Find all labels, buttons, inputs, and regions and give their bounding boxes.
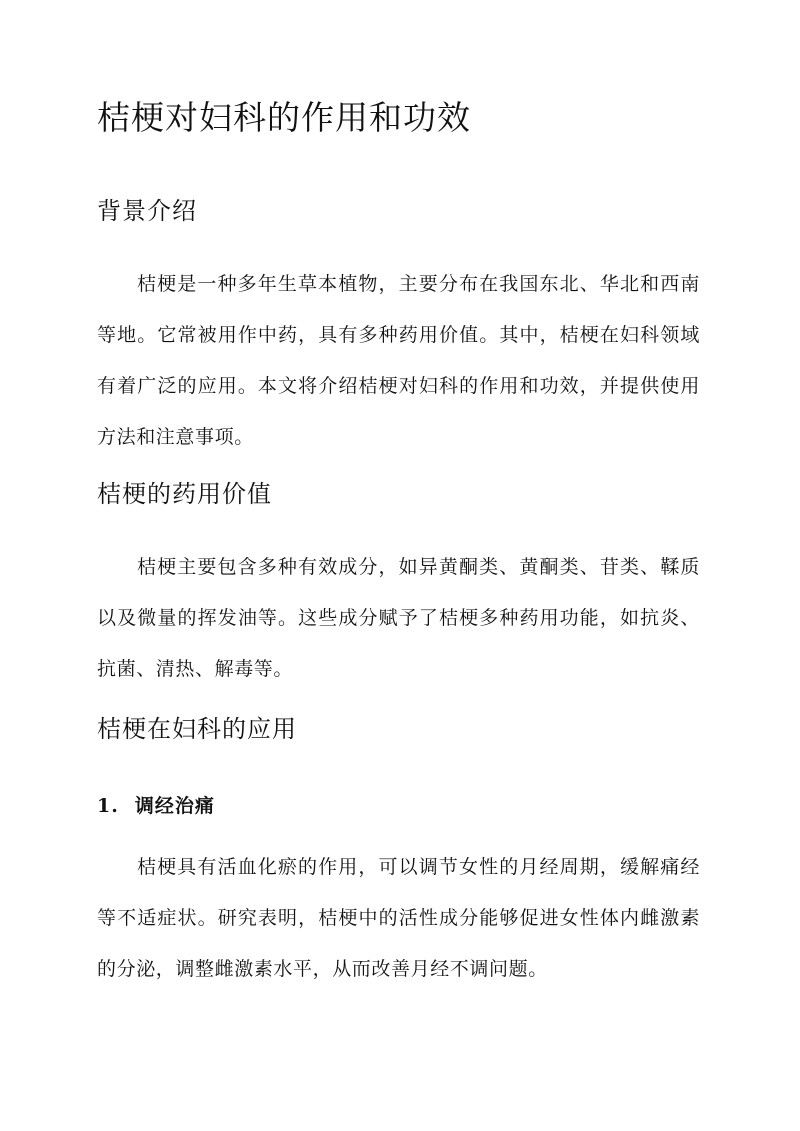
subsection-title: 调经治痛 [134,795,215,817]
section-paragraph-medicinal-value: 桔梗主要包含多种有效成分，如异黄酮类、黄酮类、苷类、鞣质以及微量的挥发油等。这些成分赋予了桔梗多种药用功能，如抗炎、抗菌、清热、解毒等。 [97,556,700,680]
subsection-heading-menstruation [97,793,215,819]
subsection-number: 1. [97,795,119,817]
page-title: 桔梗对妇科的作用和功效 [97,98,471,137]
subsection-paragraph-menstruation: 桔梗具有活血化瘀的作用，可以调节女性的月经周期，缓解痛经等不适症状。研究表明，桔梗中的活性成分能够促进女性体内雌激素的分泌，调整雌激素水平，从而改善月经不调问题。 [97,856,700,980]
section-heading-medicinal-value: 桔梗的药用价值 [97,480,272,508]
section-heading-background: 背景介绍 [97,197,197,225]
section-heading-gynecology-application: 桔梗在妇科的应用 [97,715,297,743]
section-paragraph-background: 桔梗是一种多年生草本植物，主要分布在我国东北、华北和西南等地。它常被用作中药，具有多种药用价值。其中，桔梗在妇科领域有着广泛的应用。本文将介绍桔梗对妇科的作用和功效，并提供使用方法和注意事项。 [97,273,700,448]
